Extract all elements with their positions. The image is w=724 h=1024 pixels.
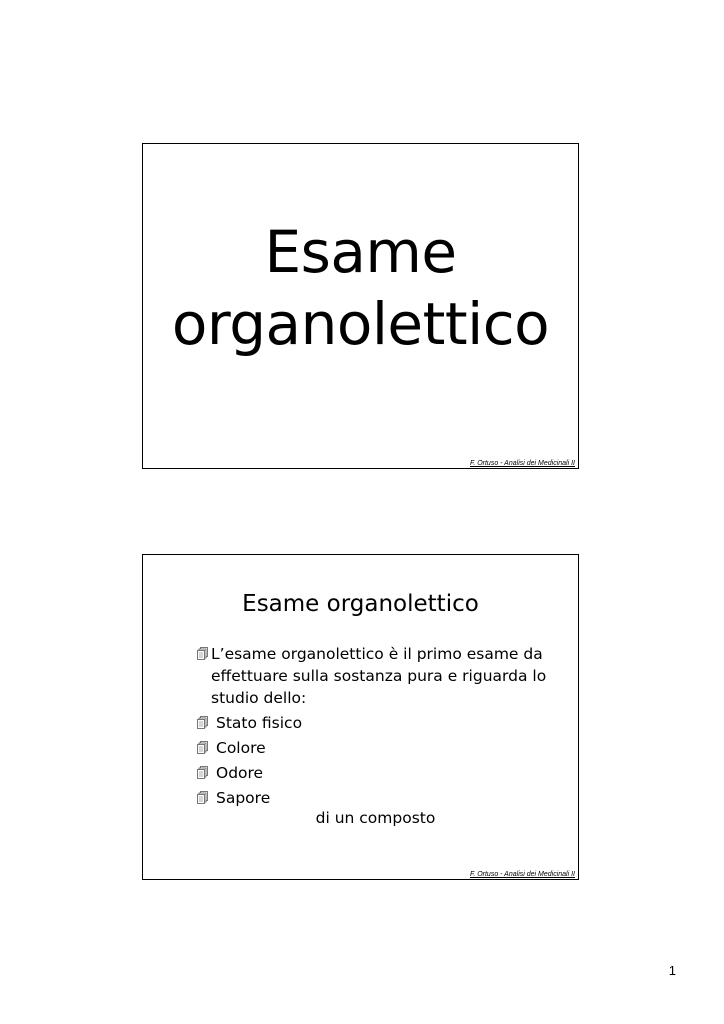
slide-1-title: [143, 216, 578, 360]
slide-2-title: Esame organolettico: [242, 591, 479, 617]
bullet-text: Stato fisico: [216, 714, 303, 732]
list-item: [197, 787, 547, 809]
bullet-text: Sapore: [216, 789, 271, 807]
document-stack-icon: [197, 716, 208, 729]
list-item: [197, 712, 547, 734]
slide-1: [142, 143, 579, 469]
slide-1-footer: F. Ortuso - Analisi dei Medicinali II: [469, 460, 575, 467]
document-stack-icon: [197, 647, 208, 660]
list-item: [197, 762, 547, 784]
bullet-text: Colore: [216, 739, 266, 757]
document-stack-icon: [197, 741, 208, 754]
document-stack-icon: [197, 791, 208, 804]
bullet-list: [197, 643, 547, 812]
bullet-text: L’esame organolettico è il primo esame da effettuare sulla sostanza pura e riguarda lo studio dello:: [211, 645, 547, 707]
page-number: 1: [668, 963, 676, 978]
slide-1-title-line-2: organolettico: [171, 290, 550, 358]
slide-2-footer: F. Ortuso - Analisi dei Medicinali II: [469, 871, 575, 878]
slide-2-tail-text: di un composto: [315, 809, 436, 827]
slide-1-title-line-1: Esame: [264, 218, 457, 286]
document-stack-icon: [197, 766, 208, 779]
list-item: [197, 737, 547, 759]
bullet-text: Odore: [216, 764, 264, 782]
list-item: [197, 643, 547, 709]
slide-2: [142, 554, 579, 880]
